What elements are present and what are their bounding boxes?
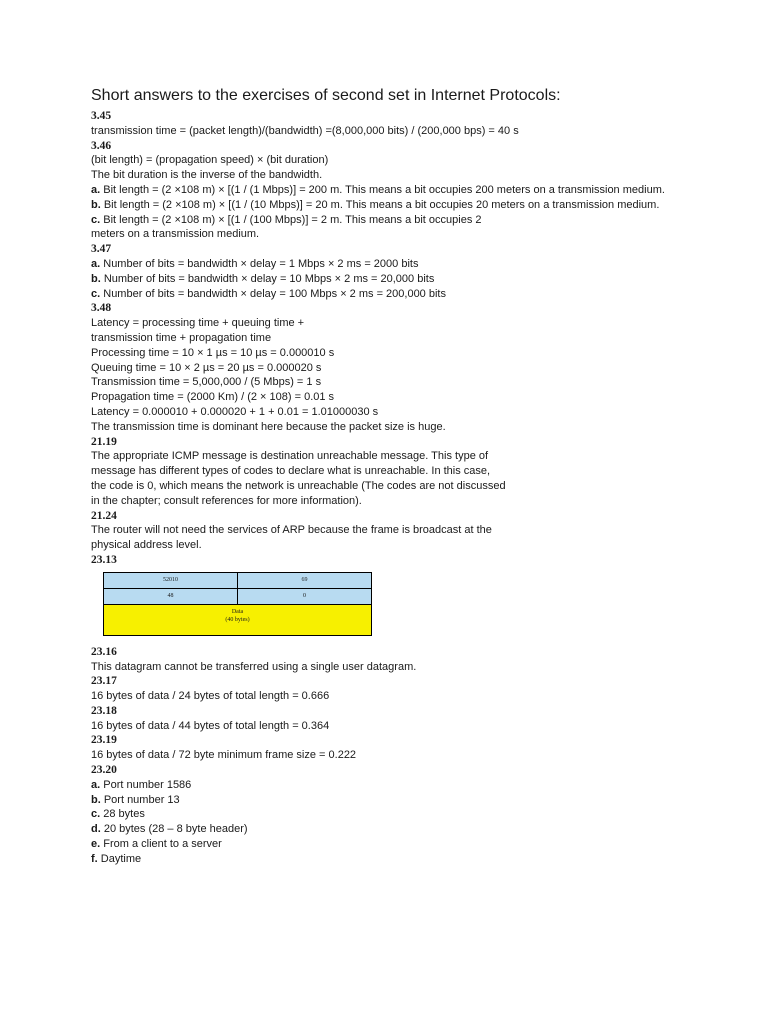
destination-port-cell: 69	[237, 573, 371, 589]
item-label: b.	[91, 793, 101, 806]
item-text: Bit length = (2 ×108 m) × [(1 / (10 Mbps)] = 20 m. This means a bit occupies 20 meters on a transmission medium.	[100, 198, 660, 211]
total-length-cell: 48	[104, 589, 237, 605]
answer-23-20-a	[91, 778, 691, 793]
answer-23-20-f	[91, 852, 691, 867]
item-label: b.	[91, 272, 101, 285]
item-text: Number of bits = bandwidth × delay = 1 Mbps × 2 ms = 2000 bits	[100, 257, 419, 270]
document-page	[91, 86, 691, 867]
answer-23-18: 16 bytes of data / 44 bytes of total length = 0.364	[91, 719, 330, 732]
answer-21-19-line: in the chapter; consult references for more information).	[91, 494, 362, 507]
item-label: c.	[91, 213, 101, 226]
data-cell	[104, 605, 371, 635]
item-label: a.	[91, 257, 101, 270]
answer-21-19-line: The appropriate ICMP message is destination unreachable message. This type of	[91, 450, 489, 463]
answer-3-48-line: Latency = processing time + queuing time +	[91, 317, 305, 330]
item-label: d.	[91, 823, 101, 836]
item-label: c.	[91, 287, 101, 300]
answer-3-46-line2: The bit duration is the inverse of the bandwidth.	[91, 169, 323, 182]
heading-3-46: 3.46	[91, 139, 112, 152]
item-text: Port number 13	[100, 793, 180, 806]
answer-3-48-line: Propagation time = (2000 Km) / (2 × 108) = 0.01 s	[91, 391, 335, 404]
data-label: Data	[231, 608, 244, 615]
answer-23-20-e	[91, 837, 691, 852]
item-text: From a client to a server	[100, 838, 222, 851]
item-text: Daytime	[97, 852, 142, 865]
heading-21-24: 21.24	[91, 509, 117, 522]
item-text: 28 bytes	[100, 808, 145, 821]
answer-3-46-line1: (bit length) = (propagation speed) × (bit duration)	[91, 154, 329, 167]
heading-23-16: 23.16	[91, 645, 117, 658]
answer-3-46-b	[91, 198, 691, 213]
answer-3-48-line: Processing time = 10 × 1 µs = 10 µs = 0.000010 s	[91, 346, 335, 359]
item-label: c.	[91, 808, 101, 821]
answer-21-24-line: physical address level.	[91, 539, 202, 552]
item-label: a.	[91, 778, 101, 791]
heading-3-47: 3.47	[91, 243, 112, 256]
answer-3-48-line: The transmission time is dominant here because the packet size is huge.	[91, 420, 446, 433]
item-text: Number of bits = bandwidth × delay = 100 Mbps × 2 ms = 200,000 bits	[100, 287, 446, 300]
heading-23-18: 23.18	[91, 704, 117, 717]
item-text: Port number 1586	[100, 778, 192, 791]
heading-3-45: 3.45	[91, 110, 112, 122]
item-label: b.	[91, 198, 101, 211]
heading-23-19: 23.19	[91, 734, 117, 747]
item-label: f.	[91, 852, 98, 865]
answer-3-47-b	[91, 272, 691, 287]
answer-3-48-line: transmission time + propagation time	[91, 331, 272, 344]
data-size-label: (40 bytes)	[225, 616, 250, 623]
answer-21-24-line: The router will not need the services of ARP because the frame is broadcast at the	[91, 524, 492, 537]
answer-23-17: 16 bytes of data / 24 bytes of total length = 0.666	[91, 690, 330, 703]
heading-3-48: 3.48	[91, 302, 112, 315]
answer-3-46-c-cont: meters on a transmission medium.	[91, 228, 260, 241]
udp-row	[104, 589, 371, 605]
answer-3-47-a	[91, 257, 691, 272]
item-text: Bit length = (2 ×108 m) × [(1 / (1 Mbps)] = 200 m. This means a bit occupies 200 meters on a transmission medium.	[100, 183, 665, 196]
udp-row	[104, 573, 371, 589]
answer-3-47-c	[91, 287, 691, 302]
answer-21-19-line: the code is 0, which means the network is unreachable (The codes are not discussed	[91, 479, 506, 492]
answer-3-45: transmission time = (packet length)/(bandwidth) =(8,000,000 bits) / (200,000 bps) = 40 s	[91, 124, 519, 137]
answer-23-20-b	[91, 793, 691, 808]
answer-3-46-c	[91, 213, 691, 228]
udp-header-diagram	[103, 572, 372, 636]
item-text: Bit length = (2 ×108 m) × [(1 / (100 Mbps)] = 2 m. This means a bit occupies 2	[100, 213, 482, 226]
heading-21-19: 21.19	[91, 435, 117, 448]
answer-23-19: 16 bytes of data / 72 byte minimum frame size = 0.222	[91, 749, 357, 762]
item-text: 20 bytes (28 – 8 byte header)	[100, 823, 248, 836]
answer-3-48-line: Latency = 0.000010 + 0.000020 + 1 + 0.01 = 1.01000030 s	[91, 405, 379, 418]
document-title: Short answers to the exercises of second set in Internet Protocols:	[91, 87, 561, 104]
item-text: Number of bits = bandwidth × delay = 10 Mbps × 2 ms = 20,000 bits	[100, 272, 435, 285]
heading-23-13: 23.13	[91, 553, 117, 566]
answer-3-46-a	[91, 183, 691, 198]
answer-23-16: This datagram cannot be transferred using a single user datagram.	[91, 660, 417, 673]
answer-3-48-line: Queuing time = 10 × 2 µs = 20 µs = 0.000020 s	[91, 361, 322, 374]
answer-21-19-line: message has different types of codes to declare what is unreachable. In this case,	[91, 465, 491, 478]
heading-23-17: 23.17	[91, 675, 117, 688]
answer-23-20-c	[91, 807, 691, 822]
source-port-cell: 52010	[104, 573, 237, 589]
item-label: a.	[91, 183, 101, 196]
item-label: e.	[91, 838, 101, 851]
heading-23-20: 23.20	[91, 764, 117, 777]
checksum-cell: 0	[237, 589, 371, 605]
answer-23-20-d	[91, 822, 691, 837]
answer-3-48-line: Transmission time = 5,000,000 / (5 Mbps) = 1 s	[91, 376, 322, 389]
